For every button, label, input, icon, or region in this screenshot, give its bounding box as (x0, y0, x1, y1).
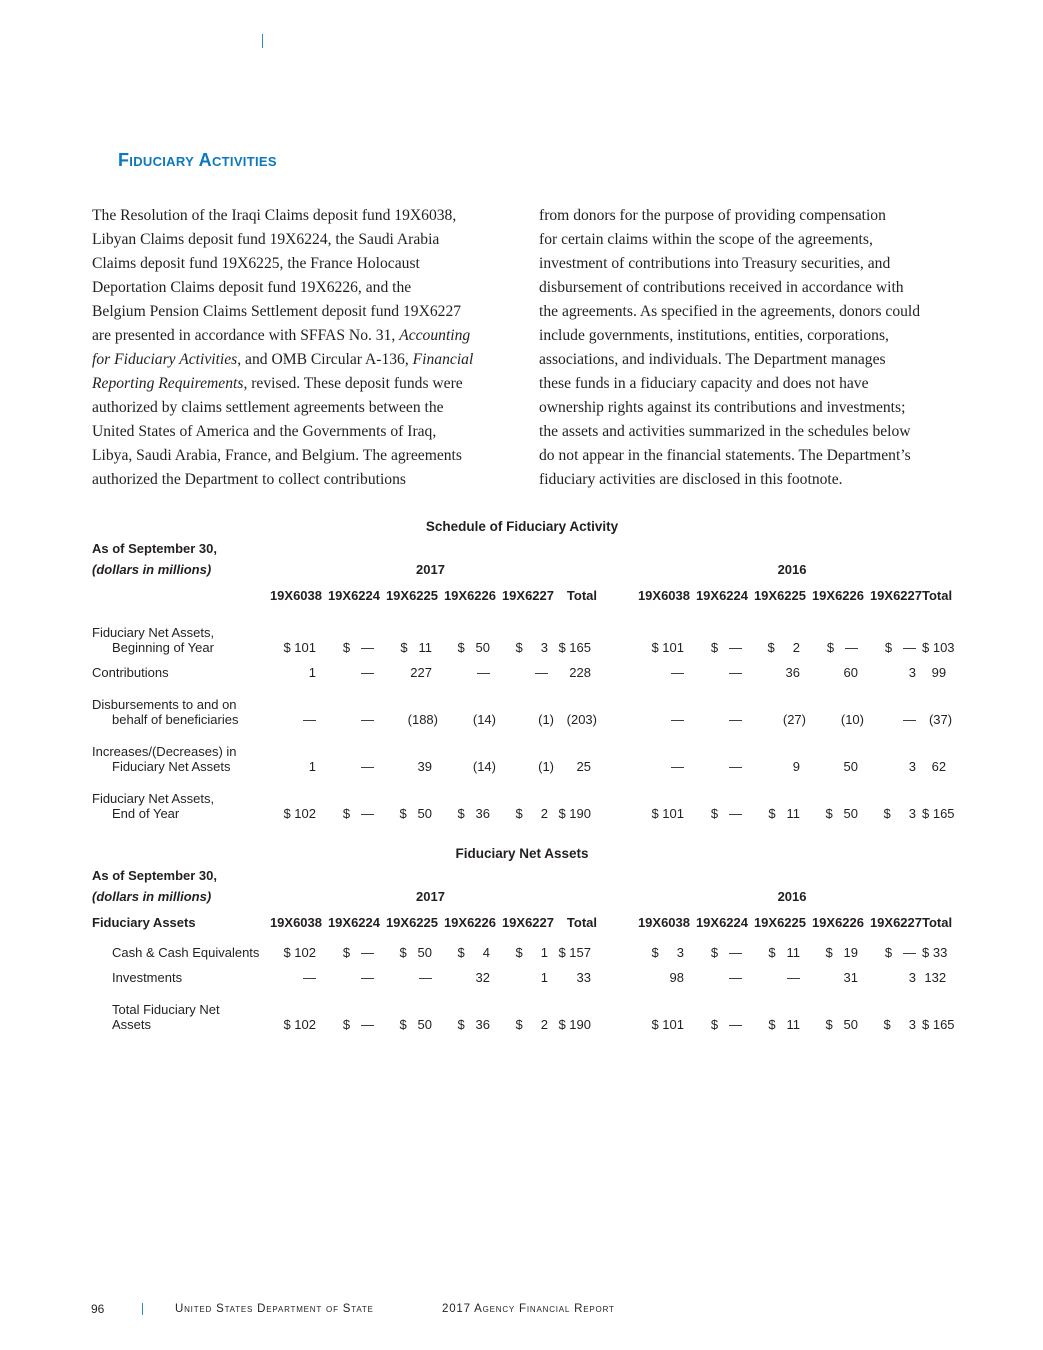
table-cell: 227 (410, 665, 432, 680)
header-divider (262, 34, 263, 48)
row-label (92, 960, 264, 985)
table-cell: $ 3 (883, 806, 916, 821)
table-cell: 9 (792, 759, 800, 774)
year-row (92, 883, 952, 909)
table-cell: 98 (669, 970, 684, 985)
table-cell: — (361, 712, 374, 727)
table-cell: 33 (576, 970, 591, 985)
table-cell: 1 (308, 759, 316, 774)
header-label: Fiduciary Assets (92, 914, 196, 930)
footer-department: United States Department of State (175, 1303, 374, 1315)
table-cell: $ — (342, 1017, 374, 1032)
table-cell: $ 165 (922, 806, 955, 821)
section-title: Fiduciary Activities (118, 150, 277, 170)
row-label-line: Increases/(Decreases) in (92, 744, 237, 759)
table-cell: $ 50 (825, 806, 858, 821)
row-label-line: Investments (112, 970, 183, 985)
table-row (92, 774, 952, 821)
column-header: 19X6038 (269, 914, 322, 930)
table-cell: $ — (342, 806, 374, 821)
gap (597, 909, 632, 935)
table-cell: $ 36 (457, 806, 490, 821)
page-footer (0, 1302, 1043, 1318)
table-cell: $ 3 (651, 945, 684, 960)
table-cell: — (729, 759, 742, 774)
footer-report-title: 2017 Agency Financial Report (442, 1303, 615, 1315)
column-header: 19X6227 (869, 587, 922, 603)
column-header: 19X6226 (443, 914, 496, 930)
table-cell: (10) (840, 712, 864, 727)
table-cell: $ — (826, 640, 858, 655)
body-line: from donors for the purpose of providing compensation (539, 207, 886, 224)
column-header: Total (922, 587, 953, 603)
table-cell: $ 2 (515, 1017, 548, 1032)
column-header: 19X6038 (269, 587, 322, 603)
table-cell: 60 (843, 665, 858, 680)
row-label-line: Assets (112, 1017, 152, 1032)
table-cell: (203) (566, 712, 597, 727)
body-line: for Fiduciary Activities, and OMB Circular A-136, Financial (92, 351, 474, 368)
column-header: 19X6224 (695, 914, 748, 930)
gap (597, 727, 632, 774)
table-cell: $ 50 (457, 640, 490, 655)
row-label (92, 985, 264, 1032)
table-row (92, 985, 952, 1032)
row-label-line: End of Year (112, 806, 180, 821)
gap (597, 556, 632, 582)
row-label-line: Beginning of Year (112, 640, 214, 655)
table-cell: $ — (710, 1017, 742, 1032)
table-cell: $ 50 (399, 806, 432, 821)
column-header: Total (566, 587, 597, 603)
table-row (92, 680, 952, 727)
row-label-line: Fiduciary Net Assets, (92, 625, 215, 640)
gap (597, 985, 632, 1032)
table-cell: $ 36 (457, 1017, 490, 1032)
column-header: Total (922, 914, 953, 930)
table-cell: $ 50 (825, 1017, 858, 1032)
table-cell: — (477, 665, 490, 680)
table-cell: $ 102 (283, 1017, 316, 1032)
row-label (92, 774, 264, 821)
table-cell: 3 (908, 970, 916, 985)
page-number: 96 (91, 1302, 105, 1316)
column-header: Total (566, 914, 597, 930)
italic-citation: Reporting Requirements (92, 375, 244, 392)
gap (597, 960, 632, 985)
table-row (92, 727, 952, 774)
table-cell: 99 (931, 665, 947, 680)
body-line: fiduciary activities are disclosed in this footnote. (539, 471, 843, 488)
table-cell: $ 11 (768, 1017, 800, 1032)
table-cell: 1 (308, 665, 316, 680)
table-cell: $ 165 (558, 640, 591, 655)
table-cell: (1) (538, 712, 554, 727)
table-cell: 50 (843, 759, 858, 774)
row-label (92, 680, 264, 727)
table-cell: 39 (417, 759, 432, 774)
column-header: 19X6224 (327, 914, 380, 930)
column-header: 19X6225 (385, 587, 438, 603)
table-cell: — (903, 712, 916, 727)
body-line: are presented in accordance with SFFAS No. 31, Accounting (92, 327, 471, 344)
row-label (92, 655, 264, 680)
row-label-line: Fiduciary Net Assets, (92, 791, 215, 806)
table-cell: $ 1 (515, 945, 548, 960)
body-text-left-column (92, 204, 512, 492)
table-cell: — (361, 665, 374, 680)
units-label: (dollars in millions) (92, 561, 212, 577)
table-cell: $ — (710, 945, 742, 960)
footer-divider (142, 1303, 143, 1315)
table-cell: $ — (342, 945, 374, 960)
schedule-caption: Schedule of Fiduciary Activity (425, 519, 619, 534)
table-cell: — (361, 970, 374, 985)
table-cell: (1) (538, 759, 554, 774)
column-header: 19X6225 (753, 587, 806, 603)
row-label-line: Disbursements to and on (92, 697, 237, 712)
table-cell: $ 101 (283, 640, 316, 655)
table-cell: $ 19 (825, 945, 858, 960)
body-line: authorized the Department to collect contributions (92, 471, 406, 488)
body-line: disbursement of contributions received in accordance with (539, 279, 904, 296)
table-row (92, 935, 952, 960)
body-line: Belgium Pension Claims Settlement deposit fund 19X6227 (92, 303, 462, 320)
table-cell: — (729, 712, 742, 727)
table-cell: $ 2 (515, 806, 548, 821)
table-cell: — (671, 665, 684, 680)
table-cell: $ 157 (558, 945, 591, 960)
table-cell: 62 (931, 759, 947, 774)
body-line: investment of contributions into Treasury securities, and (539, 255, 891, 272)
table-cell: $ 103 (922, 640, 955, 655)
table-cell: (37) (928, 712, 953, 727)
table-cell: 3 (908, 759, 916, 774)
body-text-right-column (539, 204, 959, 492)
body-line: Reporting Requirements, revised. These deposit funds were (92, 375, 463, 392)
table-cell: $ — (710, 806, 742, 821)
body-line: for certain claims within the scope of the agreements, (539, 231, 873, 248)
gap (597, 608, 632, 655)
table-cell: $ 101 (651, 1017, 684, 1032)
body-line: these funds in a fiduciary capacity and does not have (539, 375, 869, 392)
body-line: include governments, institutions, entities, corporations, (539, 327, 889, 344)
table-row (92, 655, 952, 680)
table-cell: 36 (785, 665, 800, 680)
table-row (92, 608, 952, 655)
table-cell: $ 3 (515, 640, 548, 655)
table-cell: $ 33 (922, 945, 948, 960)
body-line: Deportation Claims deposit fund 19X6226, and the (92, 279, 412, 296)
column-header: 19X6227 (501, 914, 554, 930)
table-cell: — (671, 759, 684, 774)
table-cell: 25 (576, 759, 591, 774)
gap (597, 935, 632, 960)
table-cell: $ 2 (767, 640, 800, 655)
table-cell: $ 4 (457, 945, 490, 960)
table-cell: — (671, 712, 684, 727)
column-header-row (92, 582, 952, 608)
row-label-line: Cash & Cash Equivalents (112, 945, 260, 960)
units-label: (dollars in millions) (92, 888, 212, 904)
table-cell: 31 (843, 970, 858, 985)
table-cell: $ 50 (399, 1017, 432, 1032)
italic-citation: Financial (412, 351, 474, 368)
table-cell: 228 (569, 665, 591, 680)
gap (597, 774, 632, 821)
table-cell: $ 11 (400, 640, 432, 655)
column-header: 19X6038 (637, 914, 690, 930)
column-header: 19X6224 (327, 587, 380, 603)
body-line: the assets and activities summarized in the schedules below (539, 423, 911, 440)
body-line: ownership rights against its contributions and investments; (539, 399, 906, 416)
body-line: United States of America and the Governments of Iraq, (92, 423, 437, 440)
row-label-line: Contributions (92, 665, 169, 680)
table-cell: $ 3 (883, 1017, 916, 1032)
table-cell: (27) (782, 712, 806, 727)
table-cell: $ — (884, 640, 916, 655)
body-line: Claims deposit fund 19X6225, the France Holocaust (92, 255, 420, 272)
year-a: 2017 (416, 888, 445, 904)
body-line: do not appear in the financial statements. The Department’s (539, 447, 911, 464)
table-cell: $ 190 (558, 806, 591, 821)
table-cell: $ 190 (558, 1017, 591, 1032)
table-cell: $ 101 (651, 640, 684, 655)
body-line: associations, and individuals. The Department manages (539, 351, 886, 368)
table-row (92, 960, 952, 985)
net-assets-caption: Fiduciary Net Assets (455, 846, 589, 861)
as-of-label: As of September 30, (92, 541, 217, 556)
column-header: 19X6226 (811, 587, 864, 603)
year-row (92, 556, 952, 582)
body-line: authorized by claims settlement agreements between the (92, 399, 444, 416)
table-cell: — (729, 665, 742, 680)
gap (597, 582, 632, 608)
table-cell: — (361, 759, 374, 774)
table-cell: — (729, 970, 742, 985)
table-cell: $ 165 (922, 1017, 955, 1032)
as-of-row (92, 541, 952, 556)
table-cell: — (303, 970, 316, 985)
as-of-row (92, 868, 952, 883)
gap (597, 680, 632, 727)
header-label (92, 582, 264, 608)
table-cell: (14) (472, 712, 496, 727)
body-line: Libyan Claims deposit fund 19X6224, the Saudi Arabia (92, 231, 440, 248)
row-label (92, 608, 264, 655)
table-cell: $ — (884, 945, 916, 960)
table-cell: $ 102 (283, 806, 316, 821)
table-cell: 132 (924, 970, 947, 985)
table-cell: — (419, 970, 432, 985)
column-header: 19X6226 (443, 587, 496, 603)
table-cell: $ 11 (768, 806, 800, 821)
table-cell: — (535, 665, 548, 680)
table-cell: 3 (908, 665, 916, 680)
column-header: 19X6225 (753, 914, 806, 930)
table-cell: $ 11 (768, 945, 800, 960)
italic-citation: Accounting (399, 327, 471, 344)
row-label-line: Fiduciary Net Assets (112, 759, 231, 774)
body-line: The Resolution of the Iraqi Claims deposit fund 19X6038, (92, 207, 457, 224)
table-cell: 32 (475, 970, 490, 985)
table-cell: $ — (342, 640, 374, 655)
table-cell: (14) (472, 759, 496, 774)
body-line: Libya, Saudi Arabia, France, and Belgium. The agreements (92, 447, 462, 464)
row-label (92, 935, 264, 960)
year-a: 2017 (416, 561, 445, 577)
column-header: 19X6038 (637, 587, 690, 603)
row-label-line: Total Fiduciary Net (112, 1002, 220, 1017)
as-of-label: As of September 30, (92, 868, 217, 883)
column-header: 19X6224 (695, 587, 748, 603)
schedule-of-fiduciary-activity-table (92, 541, 955, 821)
table-cell: $ 102 (283, 945, 316, 960)
fiduciary-net-assets-table (92, 868, 955, 1032)
column-header: 19X6227 (869, 914, 922, 930)
gap (597, 883, 632, 909)
column-header: 19X6227 (501, 587, 554, 603)
row-label-line: behalf of beneficiaries (112, 712, 239, 727)
column-header: 19X6226 (811, 914, 864, 930)
table-cell: $ 101 (651, 806, 684, 821)
table-cell: — (787, 970, 800, 985)
year-b: 2016 (777, 561, 807, 577)
row-label (92, 727, 264, 774)
gap (597, 655, 632, 680)
italic-citation: for Fiduciary Activities (92, 351, 238, 368)
column-header: 19X6225 (385, 914, 438, 930)
year-b: 2016 (777, 888, 807, 904)
table-cell: (188) (407, 712, 438, 727)
column-header-row (92, 909, 952, 935)
body-line: the agreements. As specified in the agreements, donors could (539, 303, 921, 320)
table-cell: $ 50 (399, 945, 432, 960)
table-cell: 1 (540, 970, 548, 985)
table-cell: $ — (710, 640, 742, 655)
table-cell: — (303, 712, 316, 727)
